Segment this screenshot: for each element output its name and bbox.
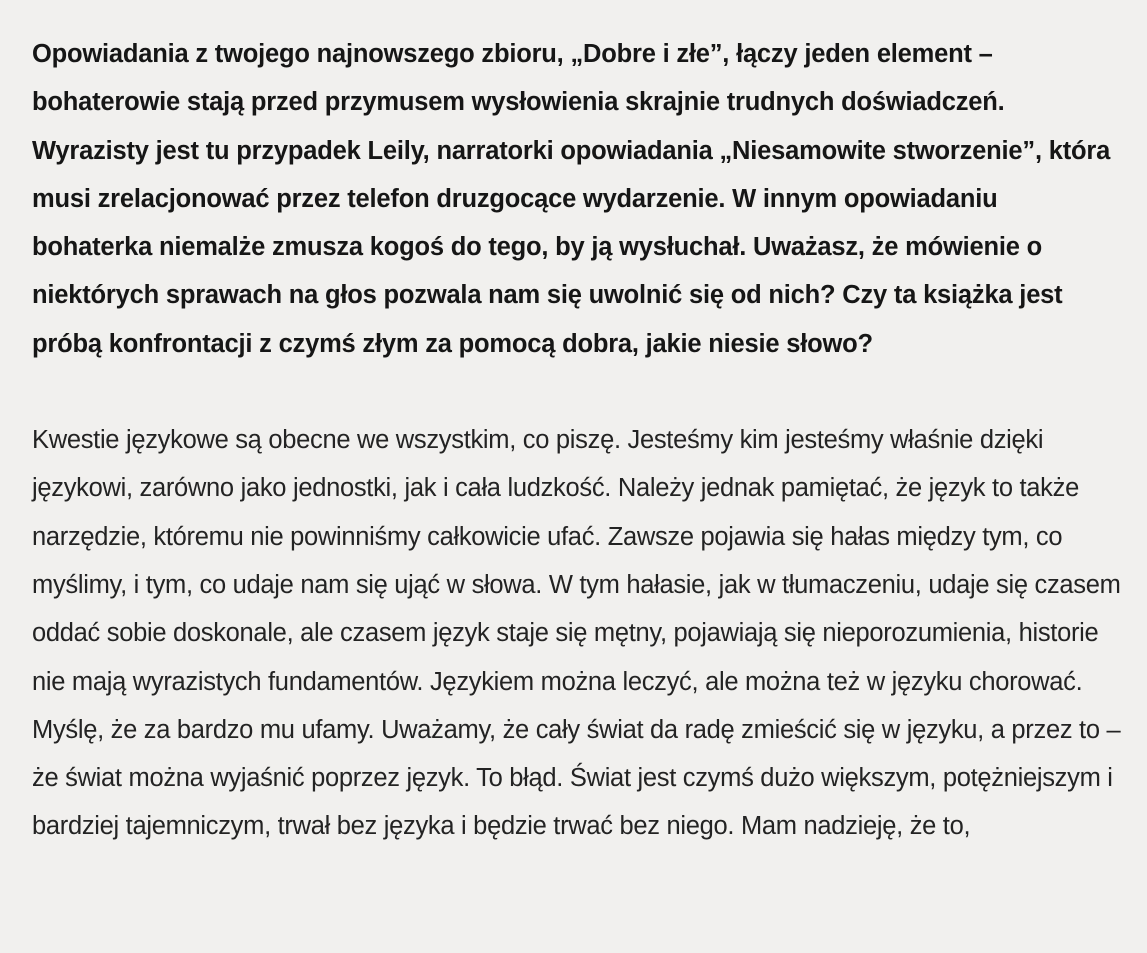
interview-article: [32, 30, 1122, 851]
interview-answer: Kwestie językowe są obecne we wszystkim, co piszę. Jesteśmy kim jesteśmy właśnie dzięki językowi, zarówno jako jednostki, jak i cała ludzkość. Należy jednak pamiętać, że język to także narzędzie, któremu nie powinniśmy całkowicie ufać. Zawsze pojawia się hałas między tym, co myślimy, i tym, co udaje nam się ująć w słowa. W tym hałasie, jak w tłumaczeniu, udaje się czasem oddać sobie doskonale, ale czasem język staje się mętny, pojawiają się nieporozumienia, historie nie mają wyrazistych fundamentów. Językiem można leczyć, ale można też w języku chorować. Myślę, że za bardzo mu ufamy. Uważamy, że cały świat da radę zmieścić się w języku, a przez to – że świat można wyjaśnić poprzez język. To błąd. Świat jest czymś dużo większym, potężniejszym i bardziej tajemniczym, trwał bez języka i będzie trwać bez niego. Mam nadzieję, że to,: [32, 426, 1121, 841]
interview-question: Opowiadania z twojego najnowszego zbioru, „Dobre i złe”, łączy jeden element – bohaterowie stają przed przymusem wysłowienia skrajnie trudnych doświadczeń. Wyrazisty jest tu przypadek Leily, narratorki opowiadania „Niesamowite stworzenie”, która musi zrelacjonować przez telefon druzgocące wydarzenie. W innym opowiadaniu bohaterka niemalże zmusza kogoś do tego, by ją wysłuchał. Uważasz, że mówienie o niektórych sprawach na głos pozwala nam się uwolnić się od nich? Czy ta książka jest próbą konfrontacji z czymś złym za pomocą dobra, jakie niesie słowo?: [32, 40, 1111, 358]
